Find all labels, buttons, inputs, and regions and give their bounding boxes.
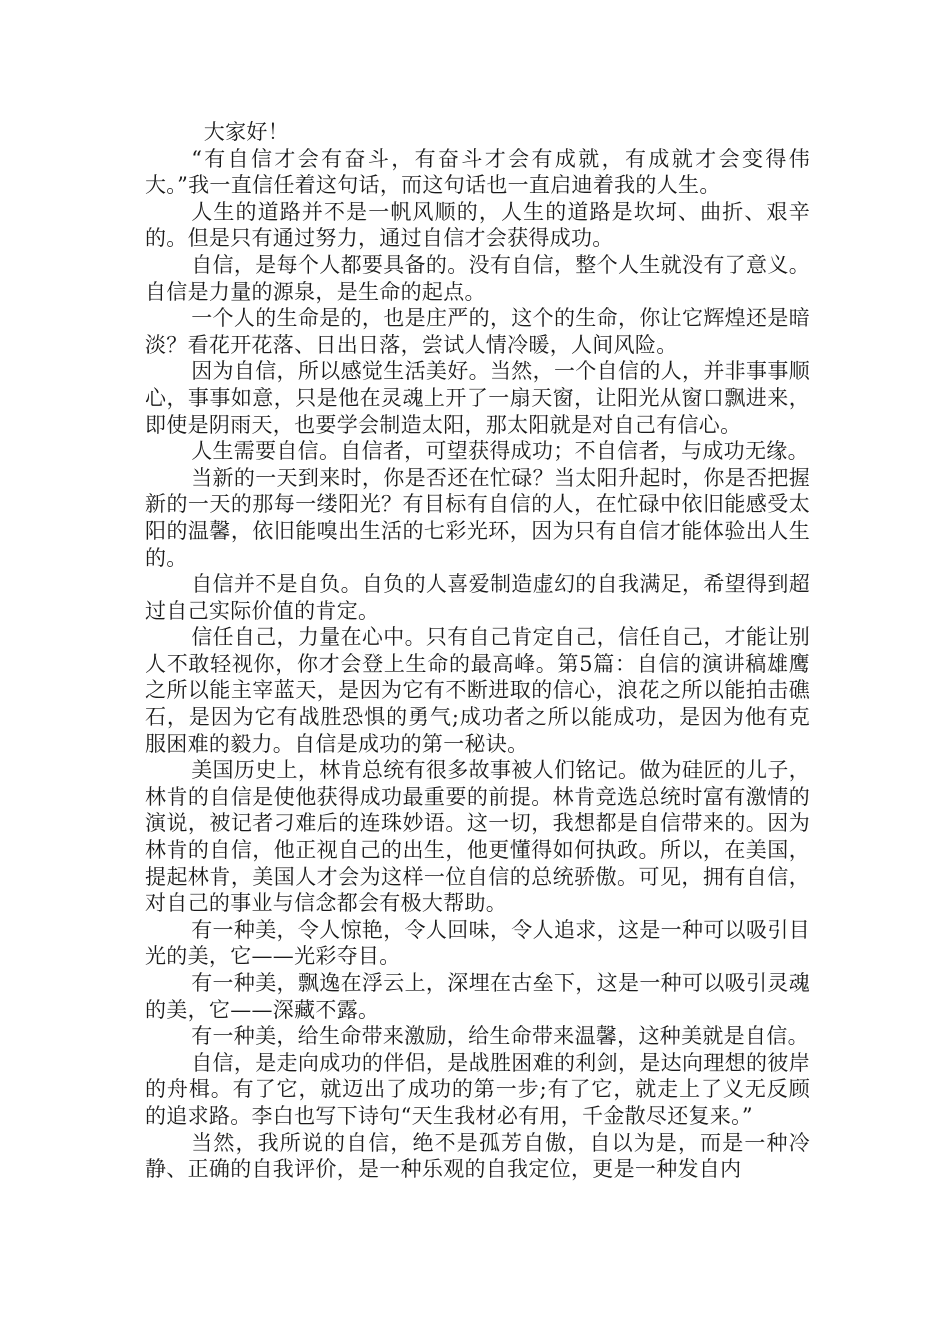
greeting: 大家好！: [203, 120, 289, 144]
paragraph: 人生的道路并不是一帆风顺的，人生的道路是坎坷、曲折、艰辛的。但是只有通过努力，通过自信才会获得成功。: [145, 199, 810, 251]
paragraph: 有一种美，飘逸在浮云上，深埋在古垒下，这是一种可以吸引灵魂的美，它——深藏不露。: [145, 971, 810, 1022]
document-body: [145, 119, 810, 1183]
paragraph: 自信，是走向成功的伴侣，是战胜困难的利剑，是达向理想的彼岸的舟楫。有了它，就迈出了成功的第一步;有了它，就走上了义无反顾的追求路。李白也写下诗句“天生我材必有用，千金散尽还复来。”: [145, 1050, 810, 1128]
paragraph: 当新的一天到来时，你是否还在忙碌？当太阳升起时，你是否把握新的一天的那每一缕阳光？有目标有自信的人，在忙碌中依旧能感受太阳的温馨，依旧能嗅出生活的七彩光环，因为只有自信才能体验出人生的。: [145, 465, 810, 570]
paragraph: 一个人的生命是的，也是庄严的，这个的生命，你让它辉煌还是暗淡？看花开花落、日出日落，尝试人情冷暖，人间风险。: [145, 306, 810, 357]
paragraph: 人生需要自信。自信者，可望获得成功；不自信者，与成功无缘。: [191, 439, 809, 464]
paragraph: 自信，是每个人都要具备的。没有自信，整个人生就没有了意义。自信是力量的源泉，是生命的起点。: [145, 252, 810, 304]
paragraph: 当然，我所说的自信，绝不是孤芳自傲，自以为是，而是一种冷静、正确的自我评价，是一种乐观的自我定位，更是一种发自内: [145, 1130, 810, 1182]
paragraph: 信任自己，力量在心中。只有自己肯定自己，信任自己，才能让别人不敢轻视你，你才会登上生命的最高峰。第5篇：自信的演讲稿雄鹰之所以能主宰蓝天，是因为它有不断进取的信心，浪花之所以能拍击礁石，是因为它有战胜恐惧的勇气;成功者之所以能成功，是因为他有克服困难的毅力。自信是成功的第一秘诀。: [145, 625, 810, 756]
paragraph: 有一种美，令人惊艳，令人回味，令人追求，这是一种可以吸引目光的美，它——光彩夺目。: [145, 917, 810, 969]
paragraph: 自信并不是自负。自负的人喜爱制造虚幻的自我满足，希望得到超过自己实际价值的肯定。: [145, 572, 810, 623]
paragraph: 美国历史上，林肯总统有很多故事被人们铭记。做为硅匠的儿子，林肯的自信是使他获得成功最重要的前提。林肯竞选总统时富有激情的演说，被记者刁难后的连珠妙语。这一切，我想都是自信带来的。因为林肯的自信，他正视自己的出生，他更懂得如何执政。所以，在美国，提起林肯，美国人才会为这样一位自信的总统骄傲。可见，拥有自信，对自己的事业与信念都会有极大帮助。: [145, 758, 810, 916]
paragraph: “有自信才会有奋斗，有奋斗才会有成就，有成就才会变得伟大。”我一直信任着这句话，而这句话也一直启迪着我的人生。: [145, 146, 810, 198]
paragraph: 有一种美，给生命带来激励，给生命带来温馨，这种美就是自信。: [191, 1024, 809, 1049]
paragraph: 因为自信，所以感觉生活美好。当然，一个自信的人，并非事事顺心，事事如意，只是他在灵魂上开了一扇天窗，让阳光从窗口飘进来，即使是阴雨天，也要学会制造太阳，那太阳就是对自己有信心。: [145, 359, 810, 437]
